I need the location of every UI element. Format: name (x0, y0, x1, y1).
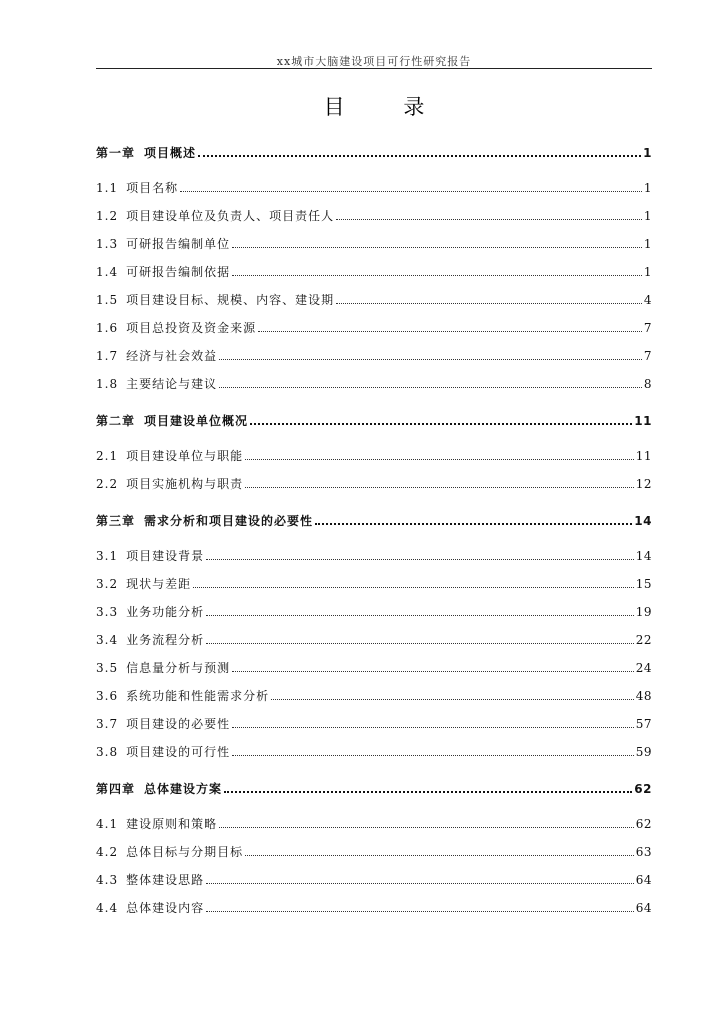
page-number: 1 (643, 237, 652, 251)
page-number: 48 (635, 689, 652, 703)
dot-leader (180, 191, 642, 192)
toc-section-entry[interactable]: 1.4 可研报告编制依据 1 (96, 265, 652, 279)
dot-leader (206, 615, 634, 616)
toc-section-entry[interactable]: 4.4 总体建设内容 64 (96, 901, 652, 915)
table-of-contents (96, 0, 652, 1024)
toc-chapter-entry[interactable]: 第四章 总体建设方案 62 (96, 782, 652, 796)
dot-leader (232, 755, 634, 756)
dot-leader (336, 219, 642, 220)
page-number: 59 (635, 745, 652, 759)
page-number: 4 (643, 293, 652, 307)
page-number: 14 (634, 514, 652, 528)
page-number: 7 (643, 321, 652, 335)
running-header: xx城市大脑建设项目可行性研究报告 (276, 55, 472, 68)
page-number: 64 (635, 873, 652, 887)
dot-leader (198, 155, 641, 157)
toc-chapter-entry[interactable]: 第二章 项目建设单位概况 11 (96, 414, 652, 428)
toc-section-entry[interactable]: 3.8 项目建设的可行性 59 (96, 745, 652, 759)
toc-section-entry[interactable]: 1.7 经济与社会效益 7 (96, 349, 652, 363)
page-number: 1 (643, 146, 652, 160)
dot-leader (206, 643, 634, 644)
dot-leader (315, 523, 632, 525)
dot-leader (232, 671, 634, 672)
page-number: 64 (635, 901, 652, 915)
toc-section-entry[interactable]: 3.2 现状与差距 15 (96, 577, 652, 591)
dot-leader (206, 559, 634, 560)
toc-section-entry[interactable]: 1.2 项目建设单位及负责人、项目责任人 1 (96, 209, 652, 223)
dot-leader (336, 303, 642, 304)
page-number: 11 (634, 414, 652, 428)
page-number: 57 (635, 717, 652, 731)
dot-leader (271, 699, 634, 700)
dot-leader (250, 423, 632, 425)
page-number: 1 (643, 181, 652, 195)
toc-section-entry[interactable]: 1.3 可研报告编制单位 1 (96, 237, 652, 251)
page-number: 7 (643, 349, 652, 363)
toc-section-entry[interactable]: 1.1 项目名称 1 (96, 181, 652, 195)
dot-leader (232, 247, 642, 248)
dot-leader (193, 587, 634, 588)
toc-section-entry[interactable]: 1.5 项目建设目标、规模、内容、建设期 4 (96, 293, 652, 307)
toc-chapter-entry[interactable]: 第三章 需求分析和项目建设的必要性 14 (96, 514, 652, 528)
toc-section-entry[interactable]: 1.6 项目总投资及资金来源 7 (96, 321, 652, 335)
page-number: 19 (635, 605, 652, 619)
page-number: 22 (635, 633, 652, 647)
page-number: 1 (643, 265, 652, 279)
toc-chapter-entry[interactable]: 第一章 项目概述 1 (96, 146, 652, 160)
dot-leader (219, 827, 634, 828)
toc-title: 目 录 (323, 95, 451, 119)
dot-leader (206, 883, 634, 884)
toc-section-entry[interactable]: 2.1 项目建设单位与职能 11 (96, 449, 652, 463)
dot-leader (258, 331, 642, 332)
toc-section-entry[interactable]: 3.7 项目建设的必要性 57 (96, 717, 652, 731)
toc-section-entry[interactable]: 3.4 业务流程分析 22 (96, 633, 652, 647)
page-number: 63 (635, 845, 652, 859)
page-number: 12 (635, 477, 652, 491)
toc-section-entry[interactable]: 1.8 主要结论与建议 8 (96, 377, 652, 391)
toc-section-entry[interactable]: 3.6 系统功能和性能需求分析 48 (96, 689, 652, 703)
dot-leader (206, 911, 634, 912)
page-number: 62 (634, 782, 652, 796)
page-number: 14 (635, 549, 652, 563)
page-number: 11 (635, 449, 652, 463)
toc-section-entry[interactable]: 3.5 信息量分析与预测 24 (96, 661, 652, 675)
dot-leader (224, 791, 632, 793)
dot-leader (232, 275, 642, 276)
toc-section-entry[interactable]: 4.2 总体目标与分期目标 63 (96, 845, 652, 859)
page-number: 62 (635, 817, 652, 831)
page-number: 1 (643, 209, 652, 223)
dot-leader (219, 387, 642, 388)
dot-leader (245, 487, 634, 488)
toc-section-entry[interactable]: 4.1 建设原则和策略 62 (96, 817, 652, 831)
page-number: 8 (643, 377, 652, 391)
dot-leader (219, 359, 642, 360)
page-number: 15 (635, 577, 652, 591)
page-number: 24 (635, 661, 652, 675)
toc-section-entry[interactable]: 3.1 项目建设背景 14 (96, 549, 652, 563)
dot-leader (232, 727, 634, 728)
toc-section-entry[interactable]: 4.3 整体建设思路 64 (96, 873, 652, 887)
toc-section-entry[interactable]: 2.2 项目实施机构与职责 12 (96, 477, 652, 491)
toc-section-entry[interactable]: 3.3 业务功能分析 19 (96, 605, 652, 619)
dot-leader (245, 459, 634, 460)
dot-leader (245, 855, 634, 856)
